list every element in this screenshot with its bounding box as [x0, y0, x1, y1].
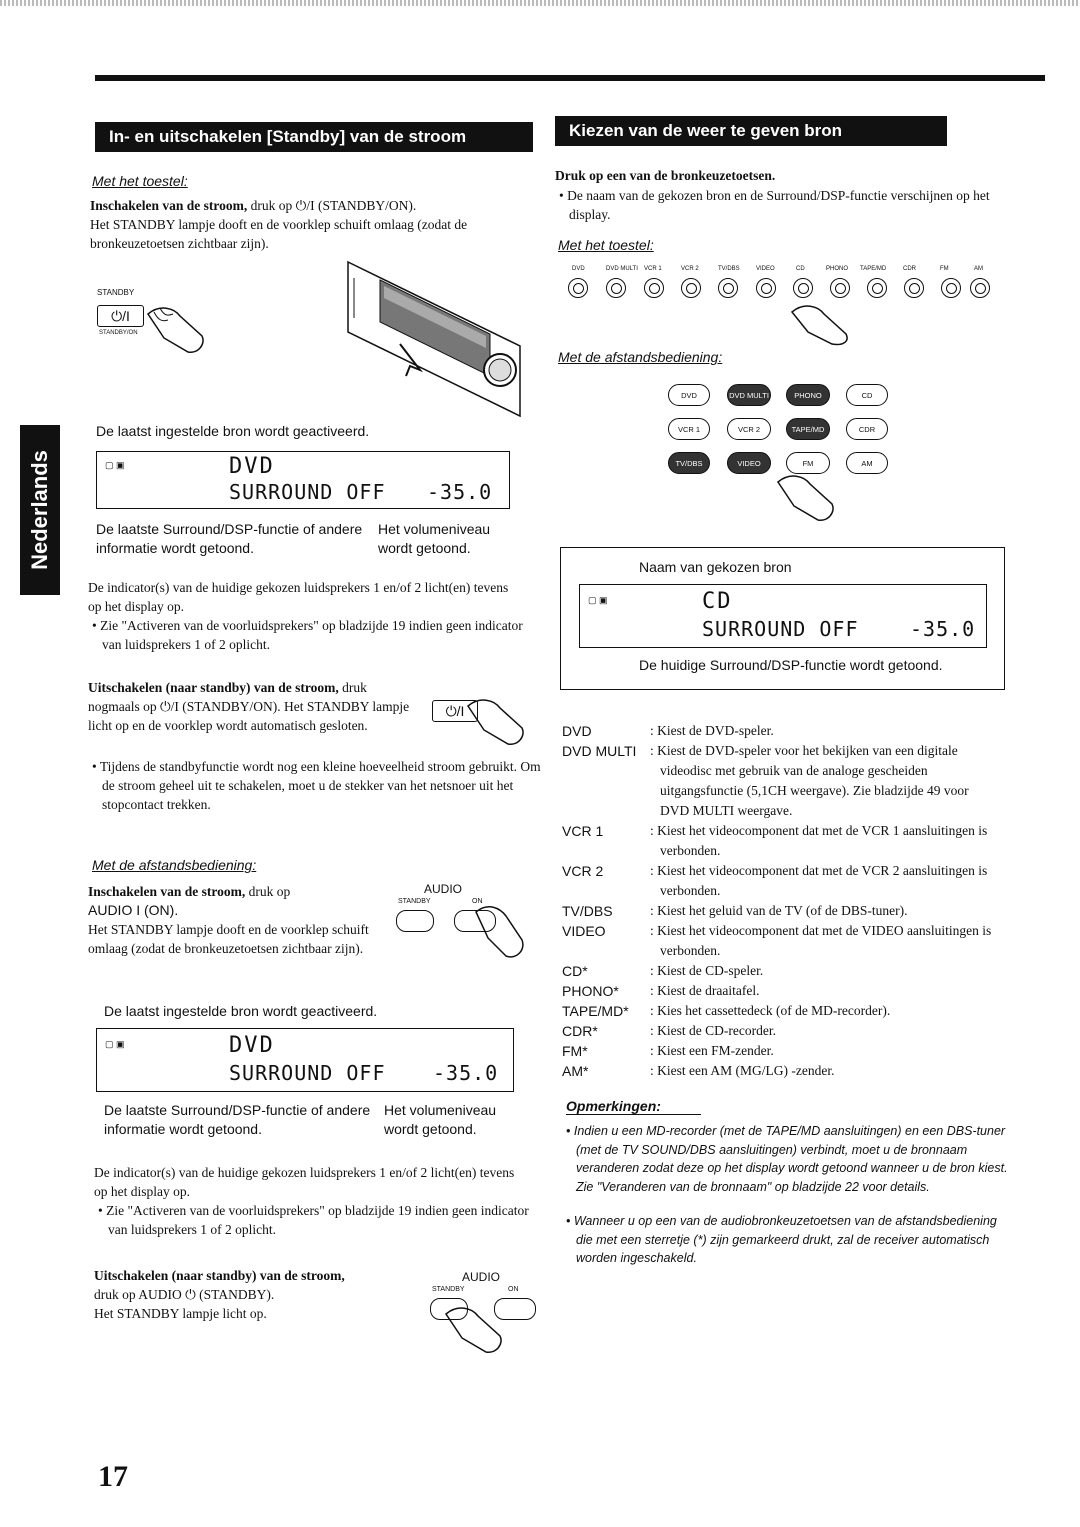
remote-power-off-text: [94, 1266, 424, 1323]
last-source-note: De laatst ingestelde bron wordt geactiveerd.: [96, 423, 370, 439]
power-off-bold: Uitschakelen (naar standby) van de stroom,: [88, 680, 339, 695]
source-desc: : Kiest een FM-zender.: [650, 1043, 774, 1058]
display-source-3: CD: [702, 589, 733, 614]
hand-pointer-icon-4: [438, 1300, 508, 1360]
power-off-rest: druk nogmaals op ⏻/I (STANDBY/ON).: [88, 680, 367, 714]
remote-power-off-desc: Het STANDBY lampje licht op.: [94, 1306, 267, 1321]
audio-standby-button[interactable]: [396, 910, 434, 932]
knob-vcr1[interactable]: [644, 278, 664, 298]
source-intro: [555, 166, 995, 185]
audio-on-label: ON: [472, 898, 483, 905]
audio-label: AUDIO: [424, 882, 463, 896]
source-desc: : Kiest de CD-recorder.: [650, 1023, 776, 1038]
speaker-indicator-icon-3: ▢ ▣: [588, 595, 608, 605]
hand-pointer-icon-2: [460, 692, 530, 752]
display-panel-2: [96, 1028, 514, 1092]
speaker-indicator-icon: ▢ ▣: [105, 460, 125, 470]
source-desc: : Kiest de CD-speler.: [650, 963, 764, 978]
power-on-text: [90, 196, 530, 253]
knob-am[interactable]: [970, 278, 990, 298]
knob-video[interactable]: [756, 278, 776, 298]
display-mode: SURROUND OFF: [229, 480, 386, 504]
knob-fm[interactable]: [941, 278, 961, 298]
list-item: [562, 921, 992, 961]
knob-cdr[interactable]: [904, 278, 924, 298]
remote-btn-vcr1[interactable]: VCR 1: [668, 418, 710, 440]
power-off-bullet: • Tijdens de standbyfunctie wordt nog een kleine hoeveelheid stroom gebruikt. Om de stroom geheel uit te schakelen, moet u de stekker van het netsnoer uit het stopcontact trekken.: [92, 759, 541, 812]
knob-label: VIDEO: [756, 266, 775, 272]
source-key: PHONO*: [562, 983, 619, 999]
standby-on-button[interactable]: ⏻/I: [97, 305, 144, 327]
source-key: DVD: [562, 723, 592, 739]
standby-label: STANDBY: [97, 288, 135, 297]
source-desc: : Kiest het geluid van de TV (of de DBS-tuner).: [650, 903, 908, 918]
remote-power-on-bold: Inschakelen van de stroom,: [88, 884, 246, 899]
knob-label: PHONO: [826, 266, 849, 272]
list-item: [562, 1001, 992, 1021]
knob-label: CDR: [903, 266, 916, 272]
display-source-2: DVD: [229, 1033, 275, 1058]
hand-pointer-icon-3: [470, 900, 530, 970]
receiver-front-panel-illustration: [340, 258, 530, 420]
hand-pointer-icon-5: [784, 298, 854, 348]
audio-on-label-2: ON: [508, 1286, 519, 1293]
source-desc: : Kiest het videocomponent dat met de VCR 2 aansluitingen is verbonden.: [650, 863, 988, 898]
knob-label: VCR 2: [681, 266, 699, 272]
list-item: [562, 981, 992, 1001]
notes-heading: Opmerkingen:: [566, 1098, 701, 1115]
source-knob-row: [560, 266, 990, 306]
list-item: [562, 1061, 992, 1081]
source-desc: : Kiest de DVD-speler.: [650, 723, 774, 738]
audio-label-2: AUDIO: [462, 1270, 501, 1284]
list-item: [562, 901, 992, 921]
standby-on-caption: STANDBY/ON: [99, 330, 138, 336]
source-display-box: [560, 547, 1005, 690]
remote-power-on-text: [88, 882, 388, 958]
list-item: [562, 721, 992, 741]
top-scan-line: [0, 0, 1080, 6]
display-source: DVD: [229, 454, 275, 479]
knob-tvdbs[interactable]: [718, 278, 738, 298]
knob-phono[interactable]: [830, 278, 850, 298]
remote-btn-video[interactable]: VIDEO: [727, 452, 771, 474]
standby-on-button-2[interactable]: ⏻/I: [432, 700, 478, 722]
knob-dvd[interactable]: [568, 278, 588, 298]
last-source-note-2: De laatst ingestelde bron wordt geactiveerd.: [104, 1003, 378, 1019]
source-name-label: Naam van gekozen bron: [639, 559, 792, 575]
speaker-indicator-text: De indicator(s) van de huidige gekozen luidsprekers 1 en/of 2 licht(en) tevens op het display op.: [88, 580, 509, 614]
power-on-desc: Het STANDBY lampje dooft en de voorklep schuift omlaag (zodat de bronkeuzetoetsen zichtbaar zijn).: [90, 217, 468, 251]
page-number: 17: [98, 1460, 128, 1493]
knob-cd[interactable]: [793, 278, 813, 298]
subheading-unit: Met het toestel:: [92, 173, 188, 189]
remote-btn-cdr[interactable]: CDR: [846, 418, 888, 440]
remote-btn-dvd-multi[interactable]: DVD MULTI: [727, 384, 771, 406]
remote-power-off-bold: Uitschakelen (naar standby) van de stroom,: [94, 1268, 345, 1283]
knob-tapemd[interactable]: [867, 278, 887, 298]
knob-label: DVD MULTI: [606, 266, 638, 272]
section-header-source: Kiezen van de weer te geven bron: [555, 116, 947, 146]
remote-btn-tvdbs[interactable]: TV/DBS: [668, 452, 710, 474]
source-desc: : Kiest het videocomponent dat met de VCR 1 aansluitingen is verbonden.: [650, 823, 988, 858]
knob-label: VCR 1: [644, 266, 662, 272]
source-key: AM*: [562, 1063, 589, 1079]
speaker-indicator-text-2: De indicator(s) van de huidige gekozen luidsprekers 1 en/of 2 licht(en) tevens op het display op.: [94, 1165, 515, 1199]
remote-btn-phono[interactable]: PHONO: [786, 384, 830, 406]
remote-btn-vcr2[interactable]: VCR 2: [727, 418, 771, 440]
knob-dvd-multi[interactable]: [606, 278, 626, 298]
note-2: • Wanneer u op een van de audiobronkeuzetoetsen van de afstandsbediening die met een sterretje (*) zijn gemarkeerd drukt, zal de receiver automatisch worden ingeschakeld.: [566, 1214, 997, 1265]
source-desc: : Kiest een AM (MG/LG) -zender.: [650, 1063, 835, 1078]
remote-btn-am[interactable]: AM: [846, 452, 888, 474]
display-caption-left-2: De laatste Surround/DSP-functie of andere informatie wordt getoond.: [104, 1102, 371, 1137]
knob-vcr2[interactable]: [681, 278, 701, 298]
audio-standby-label-2: STANDBY: [432, 1286, 465, 1293]
power-off-text: [88, 678, 413, 735]
remote-btn-tapemd[interactable]: TAPE/MD: [786, 418, 830, 440]
speaker-indicator-icon-2: ▢ ▣: [105, 1039, 125, 1049]
subheading-unit-right: Met het toestel:: [558, 237, 654, 253]
power-off-desc: Het STANDBY lampje licht op en de voorklep wordt automatisch gesloten.: [88, 699, 410, 733]
display-mode-3: SURROUND OFF: [702, 617, 859, 641]
display-caption-right-2: Het volumeniveau wordt getoond.: [384, 1102, 497, 1137]
remote-power-on-line2: AUDIO I (ON).: [88, 902, 179, 918]
remote-btn-cd[interactable]: CD: [846, 384, 888, 406]
knob-label: TAPE/MD: [860, 266, 887, 272]
source-list: [562, 721, 992, 1081]
list-item: [562, 1021, 992, 1041]
display-panel-1: [96, 451, 510, 509]
source-key: VCR 1: [562, 823, 604, 839]
source-key: DVD MULTI: [562, 743, 637, 759]
list-item: [562, 861, 992, 901]
source-intro-bold: Druk op een van de bronkeuzetoetsen.: [555, 168, 776, 183]
subheading-remote: Met de afstandsbediening:: [92, 857, 257, 873]
display-volume-3: -35.0: [910, 617, 976, 641]
hand-pointer-icon-6: [770, 468, 840, 524]
source-intro-bullet: • De naam van de gekozen bron en de Surround/DSP-functie verschijnen op het display.: [559, 188, 990, 222]
source-key: TAPE/MD*: [562, 1003, 629, 1019]
source-desc: : Kies het cassettedeck (of de MD-recorder).: [650, 1003, 891, 1018]
source-key: VIDEO: [562, 923, 606, 939]
speaker-indicator-bullet-2: • Zie "Activeren van de voorluidsprekers" op bladzijde 19 indien geen indicator van luidsprekers 1 of 2 oplicht.: [98, 1203, 529, 1237]
section-header-standby: In- en uitschakelen [Standby] van de stroom: [95, 122, 533, 152]
source-key: FM*: [562, 1043, 588, 1059]
source-box-caption: De huidige Surround/DSP-functie wordt getoond.: [639, 657, 943, 673]
source-key: TV/DBS: [562, 903, 613, 919]
speaker-indicator-bullet: • Zie "Activeren van de voorluidsprekers" op bladzijde 19 indien geen indicator van luidsprekers 1 of 2 oplicht.: [92, 618, 523, 652]
remote-btn-fm[interactable]: FM: [786, 452, 830, 474]
display-caption-right: Het volumeniveau wordt getoond.: [378, 521, 491, 556]
source-desc: : Kiest de DVD-speler voor het bekijken van een digitale videodisc met gebruik van de analoge gescheiden uitgangsfunctie (5,1CH weergave). Zie bladzijde 49 voor DVD MULTI weergave.: [650, 743, 969, 818]
knob-label: AM: [974, 266, 983, 272]
list-item: [562, 741, 992, 821]
source-desc: : Kiest het videocomponent dat met de VIDEO aansluitingen is verbonden.: [650, 923, 992, 958]
display-caption-left: De laatste Surround/DSP-functie of andere informatie wordt getoond.: [96, 521, 363, 556]
remote-power-on-desc: Het STANDBY lampje dooft en de voorklep schuift omlaag (zodat de bronkeuzetoetsen zichtbaar zijn).: [88, 922, 369, 956]
source-key: CD*: [562, 963, 588, 979]
source-key: VCR 2: [562, 863, 604, 879]
source-key: CDR*: [562, 1023, 598, 1039]
note-1: • Indien u een MD-recorder (met de TAPE/MD aansluitingen) en een DBS-tuner (met de TV SOUND/DBS aansluitingen) verbindt, moet u de bronnaam veranderen zodat deze op het display wordt getoond wanneer u de bron kiest. Zie "Veranderen van de bronnaam" op bladzijde 22 voor details.: [566, 1124, 1008, 1194]
list-item: [562, 821, 992, 861]
remote-power-off-rest: druk op AUDIO ⏻ (STANDBY).: [94, 1287, 275, 1302]
list-item: [562, 1041, 992, 1061]
list-item: [562, 961, 992, 981]
display-volume: -35.0: [427, 480, 493, 504]
knob-label: DVD: [572, 266, 585, 272]
subheading-remote-right: Met de afstandsbediening:: [558, 349, 723, 365]
language-tab-label: Nederlands: [27, 450, 52, 570]
language-tab: [20, 425, 60, 595]
display-panel-3: [579, 584, 987, 648]
hand-pointer-icon: [140, 300, 210, 360]
remote-btn-dvd[interactable]: DVD: [668, 384, 710, 406]
remote-power-on-rest: druk op: [245, 884, 291, 899]
knob-label: TV/DBS: [718, 266, 740, 272]
knob-label: FM: [940, 266, 949, 272]
knob-label: CD: [796, 266, 805, 272]
display-volume-2: -35.0: [433, 1061, 499, 1085]
top-rule: [95, 75, 1045, 81]
power-on-bold: Inschakelen van de stroom,: [90, 198, 248, 213]
audio-standby-label: STANDBY: [398, 898, 431, 905]
power-on-rest: druk op ⏻/I (STANDBY/ON).: [247, 198, 417, 213]
source-desc: : Kiest de draaitafel.: [650, 983, 760, 998]
display-mode-2: SURROUND OFF: [229, 1061, 386, 1085]
